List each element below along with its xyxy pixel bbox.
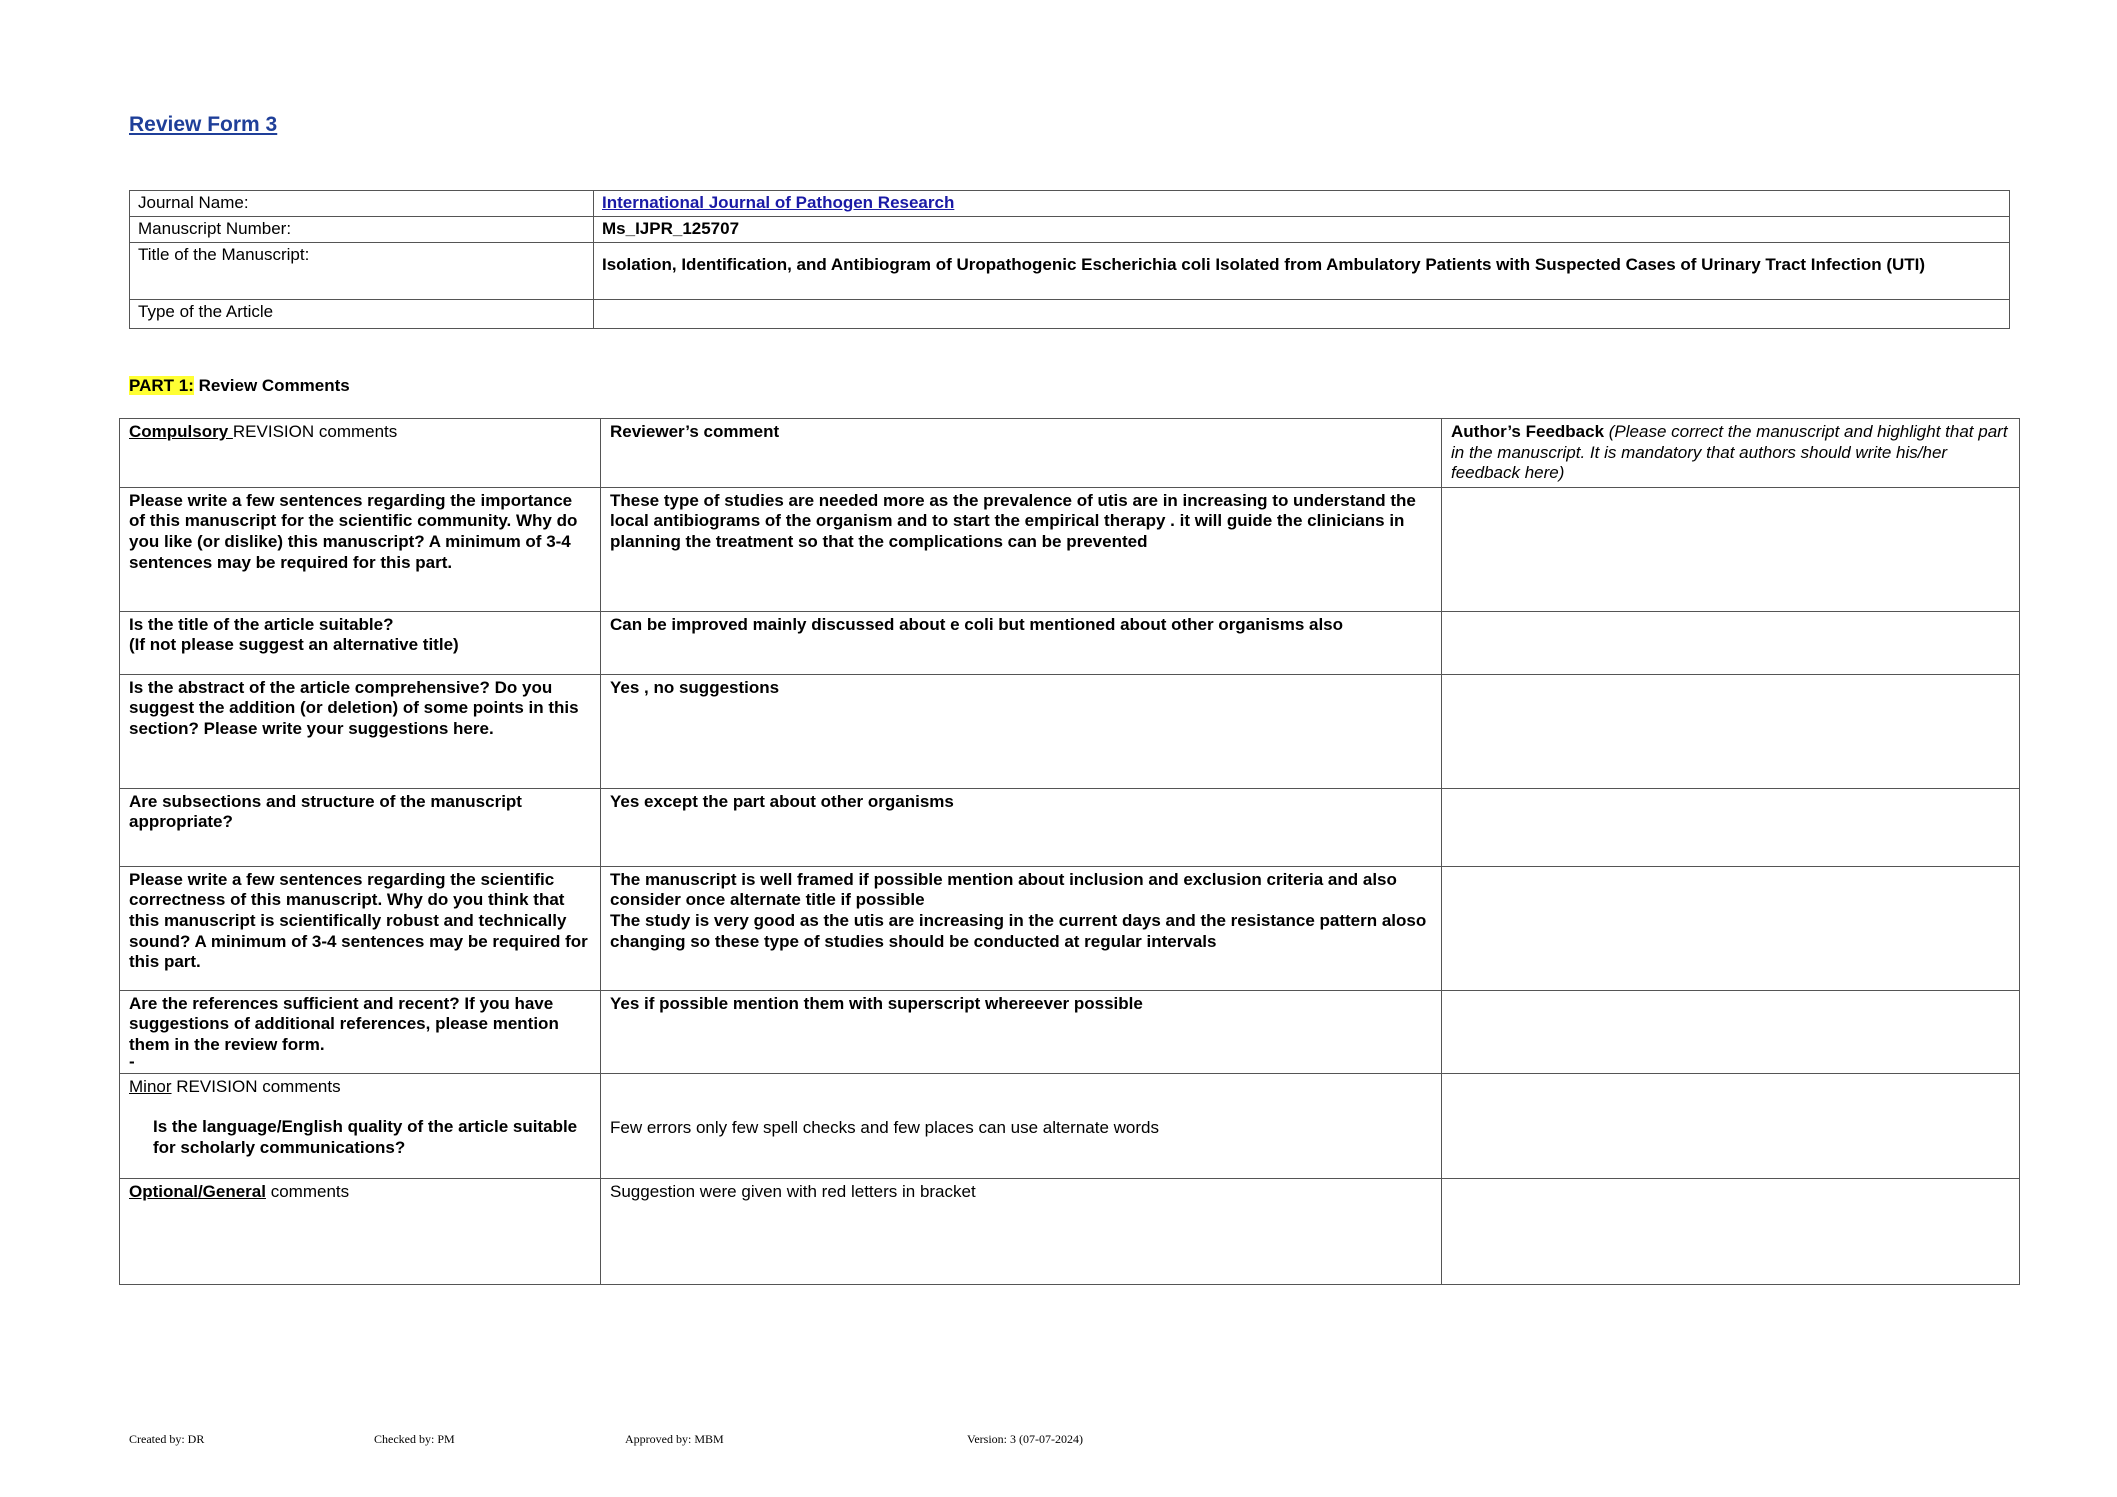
question-abstract: Is the abstract of the article comprehensive? Do you suggest the addition (or deletion) of some points in this section? Please write your suggestions here. [120, 674, 601, 788]
manuscript-title-label: Title of the Manuscript: [130, 243, 594, 300]
table-row [120, 674, 2020, 788]
feedback-cell[interactable] [1442, 611, 2020, 674]
footer-version: Version: 3 (07-07-2024) [967, 1432, 1083, 1446]
question-language: Is the language/English quality of the article suitable for scholarly communications? [153, 1117, 578, 1157]
compulsory-label: Compulsory [129, 422, 233, 441]
compulsory-header [120, 419, 601, 488]
feedback-cell[interactable] [1442, 487, 2020, 611]
question-references-dash: - [129, 1051, 135, 1071]
question-title-line2: (If not please suggest an alternative title) [129, 635, 459, 655]
compulsory-rest: REVISION comments [232, 422, 398, 441]
part1-heading [129, 376, 350, 396]
minor-label: Minor [129, 1076, 172, 1096]
table-row [120, 788, 2020, 866]
optional-label-rest: comments [265, 1181, 350, 1201]
feedback-cell[interactable] [1442, 1073, 2020, 1178]
comment-language-text: Few errors only few spell checks and few places can use alternate words [610, 1117, 1159, 1137]
comment-title: Can be improved mainly discussed about e coli but mentioned about other organisms also [601, 611, 1442, 674]
minor-revision-label [129, 1077, 591, 1098]
question-correctness: Please write a few sentences regarding the scientific correctness of this manuscript. Why do you think that this manuscript is scientifically robust and technically sound? A minimum of 3-4 sentences may be required for this part. [120, 866, 601, 990]
feedback-cell[interactable] [1442, 866, 2020, 990]
author-feedback-label: Author’s Feedback [1451, 422, 1605, 441]
table-row [120, 487, 2020, 611]
comment-correctness [601, 866, 1442, 990]
journal-name-value [594, 191, 2010, 217]
comment-optional: Suggestion were given with red letters in bracket [601, 1178, 1442, 1284]
part1-title: Review Comments [198, 376, 350, 395]
comment-correctness-p1: The manuscript is well framed if possible mention about inclusion and exclusion criteria and also consider once alternate title if possible [610, 869, 1397, 910]
footer-approved: Approved by: MBM [625, 1432, 724, 1446]
comment-importance: These type of studies are needed more as the prevalence of utis are in increasing to understand the local antibiograms of the organism and to start the empirical therapy . it will guide the clinicians in planning the treatment so that the complications can be prevented [601, 487, 1442, 611]
question-title [120, 611, 601, 674]
part1-prefix: PART 1: [129, 376, 194, 395]
comment-correctness-p2: The study is very good as the utis are increasing in the current days and the resistance pattern aloso changing so these type of studies should be conducted at regular intervals [610, 910, 1427, 951]
question-importance: Please write a few sentences regarding the importance of this manuscript for the scientific community. Why do you like (or dislike) this manuscript? A minimum of 3-4 sentences may be required for this part. [120, 487, 601, 611]
question-references [120, 990, 601, 1073]
minor-label-rest: REVISION comments [171, 1076, 341, 1096]
reviewer-comment-header: Reviewer’s comment [601, 419, 1442, 488]
comment-references: Yes if possible mention them with superscript whereever possible [601, 990, 1442, 1073]
table-row [120, 990, 2020, 1073]
footer-created: Created by: DR [129, 1432, 205, 1446]
optional-label: Optional/General [129, 1181, 266, 1201]
journal-name-label: Journal Name: [130, 191, 594, 217]
question-title-line1: Is the title of the article suitable? [129, 614, 394, 634]
table-row [120, 611, 2020, 674]
table-row [120, 866, 2020, 990]
article-type-label: Type of the Article [130, 300, 594, 329]
question-references-text: Are the references sufficient and recent? If you have suggestions of additional references, please mention them in the review form. [129, 993, 559, 1054]
manuscript-info-table [129, 190, 2010, 329]
comment-abstract: Yes , no suggestions [601, 674, 1442, 788]
review-comments-table [119, 418, 2020, 1285]
feedback-cell[interactable] [1442, 674, 2020, 788]
form-title[interactable]: Review Form 3 [129, 113, 278, 136]
manuscript-number-label: Manuscript Number: [130, 217, 594, 243]
journal-name-link[interactable]: International Journal of Pathogen Research [602, 193, 955, 212]
feedback-cell[interactable] [1442, 1178, 2020, 1284]
feedback-cell[interactable] [1442, 990, 2020, 1073]
article-type-value [594, 300, 2010, 329]
table-row [120, 1178, 2020, 1284]
minor-revision-cell [120, 1073, 601, 1178]
author-feedback-header [1442, 419, 2020, 488]
manuscript-title-value: Isolation, Identification, and Antibiogram of Uropathogenic Escherichia coli Isolated from Ambulatory Patients with Suspected Cases of Urinary Tract Infection (UTI) [594, 243, 2010, 300]
question-structure: Are subsections and structure of the manuscript appropriate? [120, 788, 601, 866]
comment-structure: Yes except the part about other organisms [601, 788, 1442, 866]
feedback-cell[interactable] [1442, 788, 2020, 866]
table-row [120, 1073, 2020, 1178]
optional-comments-cell [120, 1178, 601, 1284]
manuscript-number-value: Ms_IJPR_125707 [594, 217, 2010, 243]
footer-checked: Checked by: PM [374, 1432, 455, 1446]
comment-language [601, 1073, 1442, 1178]
table-header-row [120, 419, 2020, 488]
author-feedback-note: (Please correct the manuscript and highlight that part in the manuscript. It is mandatory that authors should write his/her feedback here) [1451, 422, 2008, 483]
